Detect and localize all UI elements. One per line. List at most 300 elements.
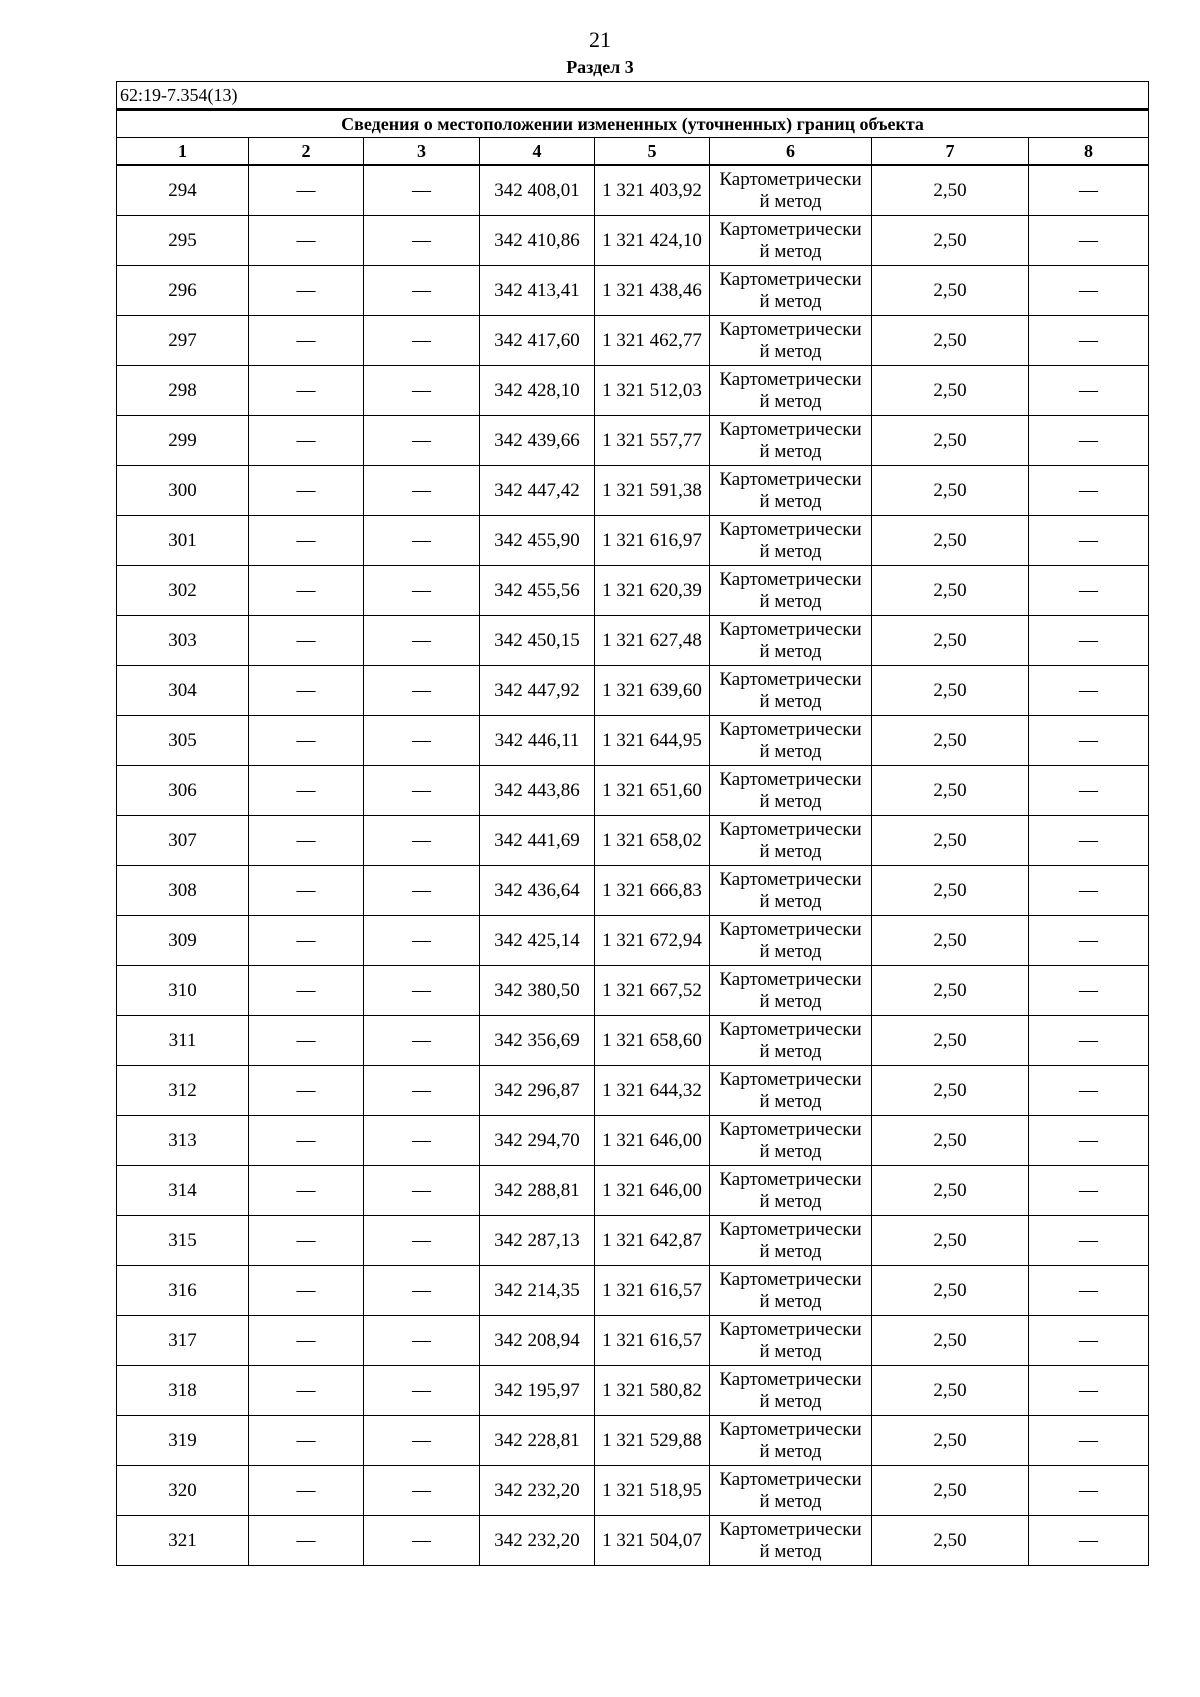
coordinate-x: 342 296,87 bbox=[480, 1066, 595, 1116]
method-line-1: Картометрически bbox=[719, 718, 862, 740]
coordinate-y: 1 321 518,95 bbox=[595, 1466, 710, 1516]
method bbox=[710, 1316, 872, 1366]
method-line-2: й метод bbox=[759, 1090, 822, 1112]
point-number: 312 bbox=[117, 1066, 249, 1116]
method bbox=[710, 766, 872, 816]
empty-cell: — bbox=[1029, 966, 1149, 1016]
empty-cell: — bbox=[249, 1416, 364, 1466]
table-row bbox=[117, 1516, 1149, 1566]
method-line-1: Картометрически bbox=[719, 918, 862, 940]
method bbox=[710, 966, 872, 1016]
coordinate-x: 342 455,56 bbox=[480, 566, 595, 616]
method-line-2: й метод bbox=[759, 240, 822, 262]
empty-cell: — bbox=[249, 566, 364, 616]
method-line-1: Картометрически bbox=[719, 518, 862, 540]
method-line-1: Картометрически bbox=[719, 1118, 862, 1140]
method bbox=[710, 1066, 872, 1116]
empty-cell: — bbox=[1029, 516, 1149, 566]
precision: 2,50 bbox=[872, 716, 1029, 766]
point-number: 311 bbox=[117, 1016, 249, 1066]
empty-cell: — bbox=[364, 1116, 480, 1166]
table-row bbox=[117, 766, 1149, 816]
method-line-2: й метод bbox=[759, 1440, 822, 1462]
precision: 2,50 bbox=[872, 216, 1029, 266]
coordinate-y: 1 321 627,48 bbox=[595, 616, 710, 666]
table-row bbox=[117, 1016, 1149, 1066]
point-number: 319 bbox=[117, 1416, 249, 1466]
table-row bbox=[117, 866, 1149, 916]
column-number: 1 bbox=[117, 138, 249, 166]
coordinate-y: 1 321 646,00 bbox=[595, 1166, 710, 1216]
coordinate-y: 1 321 438,46 bbox=[595, 266, 710, 316]
coordinate-x: 342 439,66 bbox=[480, 416, 595, 466]
method-line-1: Картометрически bbox=[719, 1218, 862, 1240]
empty-cell: — bbox=[1029, 616, 1149, 666]
precision: 2,50 bbox=[872, 266, 1029, 316]
coordinate-x: 342 214,35 bbox=[480, 1266, 595, 1316]
method-line-2: й метод bbox=[759, 590, 822, 612]
point-number: 295 bbox=[117, 216, 249, 266]
empty-cell: — bbox=[249, 866, 364, 916]
empty-cell: — bbox=[364, 616, 480, 666]
precision: 2,50 bbox=[872, 516, 1029, 566]
coordinate-y: 1 321 620,39 bbox=[595, 566, 710, 616]
method bbox=[710, 1266, 872, 1316]
empty-cell: — bbox=[364, 966, 480, 1016]
precision: 2,50 bbox=[872, 416, 1029, 466]
point-number: 317 bbox=[117, 1316, 249, 1366]
table-row bbox=[117, 1366, 1149, 1416]
method-line-1: Картометрически bbox=[719, 1068, 862, 1090]
empty-cell: — bbox=[249, 1216, 364, 1266]
empty-cell: — bbox=[249, 516, 364, 566]
method bbox=[710, 1416, 872, 1466]
table-row bbox=[117, 1266, 1149, 1316]
precision: 2,50 bbox=[872, 866, 1029, 916]
empty-cell: — bbox=[1029, 1416, 1149, 1466]
precision: 2,50 bbox=[872, 316, 1029, 366]
empty-cell: — bbox=[249, 165, 364, 216]
table-row bbox=[117, 1066, 1149, 1116]
empty-cell: — bbox=[1029, 566, 1149, 616]
column-number: 5 bbox=[595, 138, 710, 166]
empty-cell: — bbox=[249, 816, 364, 866]
coordinate-x: 342 410,86 bbox=[480, 216, 595, 266]
empty-cell: — bbox=[1029, 1316, 1149, 1366]
empty-cell: — bbox=[1029, 1516, 1149, 1566]
method-line-2: й метод bbox=[759, 690, 822, 712]
method-line-1: Картометрически bbox=[719, 568, 862, 590]
method-line-1: Картометрически bbox=[719, 368, 862, 390]
method bbox=[710, 816, 872, 866]
table-row bbox=[117, 1116, 1149, 1166]
empty-cell: — bbox=[364, 816, 480, 866]
empty-cell: — bbox=[364, 516, 480, 566]
point-number: 310 bbox=[117, 966, 249, 1016]
coordinate-y: 1 321 658,60 bbox=[595, 1016, 710, 1066]
coordinate-y: 1 321 644,95 bbox=[595, 716, 710, 766]
precision: 2,50 bbox=[872, 916, 1029, 966]
empty-cell: — bbox=[249, 216, 364, 266]
precision: 2,50 bbox=[872, 1266, 1029, 1316]
empty-cell: — bbox=[364, 366, 480, 416]
empty-cell: — bbox=[249, 1516, 364, 1566]
precision: 2,50 bbox=[872, 566, 1029, 616]
table-row bbox=[117, 316, 1149, 366]
method bbox=[710, 165, 872, 216]
empty-cell: — bbox=[364, 716, 480, 766]
method bbox=[710, 1216, 872, 1266]
empty-cell: — bbox=[1029, 1016, 1149, 1066]
empty-cell: — bbox=[1029, 1366, 1149, 1416]
coordinate-y: 1 321 462,77 bbox=[595, 316, 710, 366]
cadastral-number: 62:19-7.354(13) bbox=[117, 82, 1149, 110]
method-line-2: й метод bbox=[759, 1490, 822, 1512]
method-line-1: Картометрически bbox=[719, 318, 862, 340]
coordinate-y: 1 321 424,10 bbox=[595, 216, 710, 266]
empty-cell: — bbox=[364, 216, 480, 266]
coordinate-x: 342 428,10 bbox=[480, 366, 595, 416]
method-line-2: й метод bbox=[759, 840, 822, 862]
method-line-1: Картометрически bbox=[719, 1318, 862, 1340]
empty-cell: — bbox=[1029, 266, 1149, 316]
table-row bbox=[117, 716, 1149, 766]
coordinate-y: 1 321 644,32 bbox=[595, 1066, 710, 1116]
table-row bbox=[117, 1466, 1149, 1516]
method-line-1: Картометрически bbox=[719, 168, 862, 190]
table-row bbox=[117, 165, 1149, 216]
empty-cell: — bbox=[249, 1016, 364, 1066]
method-line-1: Картометрически bbox=[719, 268, 862, 290]
coordinate-y: 1 321 642,87 bbox=[595, 1216, 710, 1266]
method-line-1: Картометрически bbox=[719, 1018, 862, 1040]
point-number: 314 bbox=[117, 1166, 249, 1216]
empty-cell: — bbox=[249, 416, 364, 466]
empty-cell: — bbox=[364, 1266, 480, 1316]
precision: 2,50 bbox=[872, 1216, 1029, 1266]
empty-cell: — bbox=[1029, 165, 1149, 216]
precision: 2,50 bbox=[872, 816, 1029, 866]
empty-cell: — bbox=[249, 766, 364, 816]
empty-cell: — bbox=[364, 1516, 480, 1566]
column-number: 8 bbox=[1029, 138, 1149, 166]
empty-cell: — bbox=[1029, 866, 1149, 916]
point-number: 309 bbox=[117, 916, 249, 966]
coordinate-y: 1 321 512,03 bbox=[595, 366, 710, 416]
method-line-1: Картометрически bbox=[719, 418, 862, 440]
method-line-2: й метод bbox=[759, 1340, 822, 1362]
empty-cell: — bbox=[249, 1266, 364, 1316]
empty-cell: — bbox=[1029, 716, 1149, 766]
method-line-2: й метод bbox=[759, 1040, 822, 1062]
coordinate-y: 1 321 529,88 bbox=[595, 1416, 710, 1466]
coordinate-x: 342 208,94 bbox=[480, 1316, 595, 1366]
method bbox=[710, 1116, 872, 1166]
precision: 2,50 bbox=[872, 766, 1029, 816]
empty-cell: — bbox=[249, 666, 364, 716]
coordinate-x: 342 356,69 bbox=[480, 1016, 595, 1066]
method-line-2: й метод bbox=[759, 490, 822, 512]
method-line-2: й метод bbox=[759, 540, 822, 562]
empty-cell: — bbox=[364, 1216, 480, 1266]
table-row bbox=[117, 1216, 1149, 1266]
point-number: 308 bbox=[117, 866, 249, 916]
point-number: 313 bbox=[117, 1116, 249, 1166]
method-line-2: й метод bbox=[759, 340, 822, 362]
method-line-2: й метод bbox=[759, 990, 822, 1012]
empty-cell: — bbox=[1029, 316, 1149, 366]
point-number: 321 bbox=[117, 1516, 249, 1566]
method bbox=[710, 416, 872, 466]
point-number: 318 bbox=[117, 1366, 249, 1416]
method-line-2: й метод bbox=[759, 1240, 822, 1262]
method-line-1: Картометрически bbox=[719, 868, 862, 890]
method-line-1: Картометрически bbox=[719, 468, 862, 490]
table-row bbox=[117, 966, 1149, 1016]
precision: 2,50 bbox=[872, 1366, 1029, 1416]
precision: 2,50 bbox=[872, 1416, 1029, 1466]
coordinate-x: 342 443,86 bbox=[480, 766, 595, 816]
precision: 2,50 bbox=[872, 1016, 1029, 1066]
table-row bbox=[117, 516, 1149, 566]
table-row bbox=[117, 566, 1149, 616]
method-line-2: й метод bbox=[759, 190, 822, 212]
empty-cell: — bbox=[364, 266, 480, 316]
precision: 2,50 bbox=[872, 165, 1029, 216]
table-row bbox=[117, 366, 1149, 416]
method-line-1: Картометрически bbox=[719, 818, 862, 840]
empty-cell: — bbox=[249, 1166, 364, 1216]
point-number: 299 bbox=[117, 416, 249, 466]
point-number: 305 bbox=[117, 716, 249, 766]
method-line-2: й метод bbox=[759, 290, 822, 312]
method bbox=[710, 1016, 872, 1066]
coordinate-y: 1 321 651,60 bbox=[595, 766, 710, 816]
empty-cell: — bbox=[249, 966, 364, 1016]
cadastral-number-row bbox=[117, 82, 1149, 110]
coordinate-x: 342 413,41 bbox=[480, 266, 595, 316]
method-line-2: й метод bbox=[759, 440, 822, 462]
method bbox=[710, 366, 872, 416]
coordinate-y: 1 321 591,38 bbox=[595, 466, 710, 516]
empty-cell: — bbox=[249, 1066, 364, 1116]
empty-cell: — bbox=[364, 1016, 480, 1066]
method-line-1: Картометрически bbox=[719, 1468, 862, 1490]
coordinate-y: 1 321 666,83 bbox=[595, 866, 710, 916]
method-line-1: Картометрически bbox=[719, 1418, 862, 1440]
precision: 2,50 bbox=[872, 616, 1029, 666]
coordinate-y: 1 321 639,60 bbox=[595, 666, 710, 716]
empty-cell: — bbox=[364, 466, 480, 516]
method-line-1: Картометрически bbox=[719, 1368, 862, 1390]
empty-cell: — bbox=[1029, 416, 1149, 466]
empty-cell: — bbox=[364, 566, 480, 616]
method-line-2: й метод bbox=[759, 740, 822, 762]
empty-cell: — bbox=[249, 716, 364, 766]
empty-cell: — bbox=[1029, 366, 1149, 416]
method-line-1: Картометрически bbox=[719, 1518, 862, 1540]
coordinate-x: 342 380,50 bbox=[480, 966, 595, 1016]
table-row bbox=[117, 216, 1149, 266]
precision: 2,50 bbox=[872, 466, 1029, 516]
empty-cell: — bbox=[249, 1366, 364, 1416]
coordinate-x: 342 288,81 bbox=[480, 1166, 595, 1216]
point-number: 306 bbox=[117, 766, 249, 816]
table-row bbox=[117, 916, 1149, 966]
coordinate-y: 1 321 646,00 bbox=[595, 1116, 710, 1166]
page-number: 21 bbox=[589, 27, 611, 52]
coordinate-y: 1 321 616,57 bbox=[595, 1266, 710, 1316]
empty-cell: — bbox=[249, 916, 364, 966]
coordinate-y: 1 321 504,07 bbox=[595, 1516, 710, 1566]
empty-cell: — bbox=[1029, 1066, 1149, 1116]
table-row bbox=[117, 416, 1149, 466]
table-row bbox=[117, 266, 1149, 316]
method-line-1: Картометрически bbox=[719, 1268, 862, 1290]
coordinate-x: 342 436,64 bbox=[480, 866, 595, 916]
method-line-1: Картометрически bbox=[719, 218, 862, 240]
empty-cell: — bbox=[1029, 1266, 1149, 1316]
point-number: 298 bbox=[117, 366, 249, 416]
method-line-2: й метод bbox=[759, 940, 822, 962]
column-number: 6 bbox=[710, 138, 872, 166]
coordinate-y: 1 321 580,82 bbox=[595, 1366, 710, 1416]
table-row bbox=[117, 1416, 1149, 1466]
precision: 2,50 bbox=[872, 1316, 1029, 1366]
coordinate-x: 342 408,01 bbox=[480, 165, 595, 216]
table-heading: Сведения о местоположении измененных (уточненных) границ объекта bbox=[117, 110, 1149, 138]
empty-cell: — bbox=[1029, 1166, 1149, 1216]
point-number: 294 bbox=[117, 165, 249, 216]
method bbox=[710, 1466, 872, 1516]
coordinate-y: 1 321 403,92 bbox=[595, 165, 710, 216]
method bbox=[710, 1166, 872, 1216]
empty-cell: — bbox=[249, 1466, 364, 1516]
method bbox=[710, 466, 872, 516]
method-line-1: Картометрически bbox=[719, 968, 862, 990]
method bbox=[710, 566, 872, 616]
method-line-2: й метод bbox=[759, 890, 822, 912]
empty-cell: — bbox=[249, 316, 364, 366]
point-number: 320 bbox=[117, 1466, 249, 1516]
table-row bbox=[117, 1316, 1149, 1366]
precision: 2,50 bbox=[872, 1116, 1029, 1166]
method-line-2: й метод bbox=[759, 390, 822, 412]
method-line-2: й метод bbox=[759, 640, 822, 662]
empty-cell: — bbox=[249, 616, 364, 666]
coordinate-y: 1 321 616,57 bbox=[595, 1316, 710, 1366]
method bbox=[710, 1366, 872, 1416]
coordinate-x: 342 287,13 bbox=[480, 1216, 595, 1266]
empty-cell: — bbox=[1029, 1466, 1149, 1516]
empty-cell: — bbox=[1029, 216, 1149, 266]
coordinate-x: 342 195,97 bbox=[480, 1366, 595, 1416]
empty-cell: — bbox=[249, 366, 364, 416]
empty-cell: — bbox=[1029, 1116, 1149, 1166]
method bbox=[710, 916, 872, 966]
empty-cell: — bbox=[364, 1316, 480, 1366]
empty-cell: — bbox=[364, 1466, 480, 1516]
empty-cell: — bbox=[249, 266, 364, 316]
coordinate-x: 342 455,90 bbox=[480, 516, 595, 566]
empty-cell: — bbox=[249, 1116, 364, 1166]
column-number: 3 bbox=[364, 138, 480, 166]
empty-cell: — bbox=[364, 866, 480, 916]
coordinate-y: 1 321 672,94 bbox=[595, 916, 710, 966]
empty-cell: — bbox=[364, 316, 480, 366]
method-line-1: Картометрически bbox=[719, 768, 862, 790]
point-number: 307 bbox=[117, 816, 249, 866]
coordinate-y: 1 321 557,77 bbox=[595, 416, 710, 466]
point-number: 296 bbox=[117, 266, 249, 316]
method bbox=[710, 516, 872, 566]
empty-cell: — bbox=[364, 916, 480, 966]
coordinate-x: 342 232,20 bbox=[480, 1466, 595, 1516]
coordinates-table bbox=[116, 81, 1149, 1566]
point-number: 304 bbox=[117, 666, 249, 716]
section-title: Раздел 3 bbox=[566, 57, 634, 77]
empty-cell: — bbox=[1029, 666, 1149, 716]
method bbox=[710, 866, 872, 916]
point-number: 316 bbox=[117, 1266, 249, 1316]
method bbox=[710, 316, 872, 366]
point-number: 302 bbox=[117, 566, 249, 616]
empty-cell: — bbox=[1029, 766, 1149, 816]
table-heading-row bbox=[117, 110, 1149, 138]
precision: 2,50 bbox=[872, 966, 1029, 1016]
coordinate-x: 342 447,92 bbox=[480, 666, 595, 716]
coordinate-y: 1 321 616,97 bbox=[595, 516, 710, 566]
method-line-1: Картометрически bbox=[719, 1168, 862, 1190]
point-number: 301 bbox=[117, 516, 249, 566]
method bbox=[710, 666, 872, 716]
coordinate-x: 342 232,20 bbox=[480, 1516, 595, 1566]
empty-cell: — bbox=[1029, 466, 1149, 516]
method bbox=[710, 1516, 872, 1566]
coordinate-x: 342 450,15 bbox=[480, 616, 595, 666]
method bbox=[710, 616, 872, 666]
table-row bbox=[117, 816, 1149, 866]
coordinate-x: 342 417,60 bbox=[480, 316, 595, 366]
coordinate-y: 1 321 667,52 bbox=[595, 966, 710, 1016]
table-row bbox=[117, 1166, 1149, 1216]
point-number: 297 bbox=[117, 316, 249, 366]
precision: 2,50 bbox=[872, 1066, 1029, 1116]
column-numbers-row bbox=[117, 138, 1149, 166]
table-row bbox=[117, 666, 1149, 716]
coordinate-y: 1 321 658,02 bbox=[595, 816, 710, 866]
empty-cell: — bbox=[364, 766, 480, 816]
method-line-1: Картометрически bbox=[719, 668, 862, 690]
empty-cell: — bbox=[1029, 1216, 1149, 1266]
coordinate-x: 342 228,81 bbox=[480, 1416, 595, 1466]
empty-cell: — bbox=[1029, 816, 1149, 866]
empty-cell: — bbox=[364, 1066, 480, 1116]
method-line-2: й метод bbox=[759, 1390, 822, 1412]
method-line-2: й метод bbox=[759, 790, 822, 812]
method bbox=[710, 716, 872, 766]
method-line-1: Картометрически bbox=[719, 618, 862, 640]
precision: 2,50 bbox=[872, 666, 1029, 716]
empty-cell: — bbox=[364, 165, 480, 216]
method-line-2: й метод bbox=[759, 1140, 822, 1162]
point-number: 303 bbox=[117, 616, 249, 666]
coordinate-x: 342 294,70 bbox=[480, 1116, 595, 1166]
method-line-2: й метод bbox=[759, 1190, 822, 1212]
empty-cell: — bbox=[249, 466, 364, 516]
table-row bbox=[117, 616, 1149, 666]
column-number: 7 bbox=[872, 138, 1029, 166]
